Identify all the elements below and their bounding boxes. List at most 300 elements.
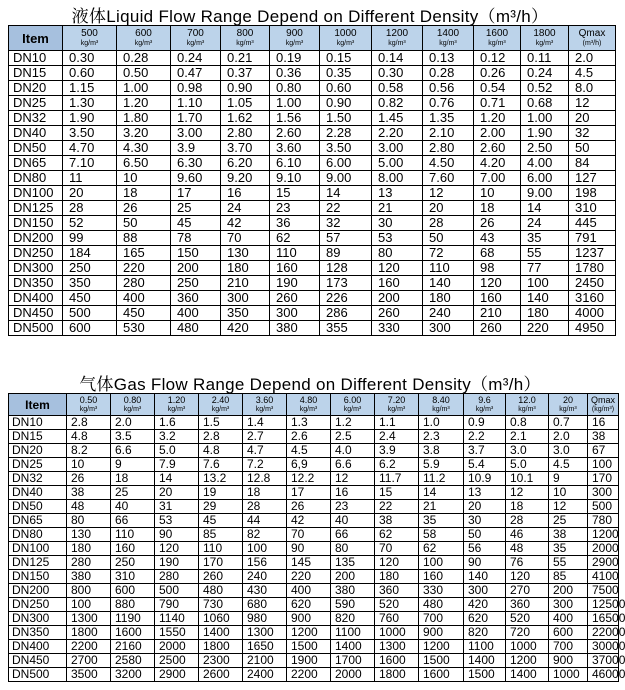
flow-value-cell: 140 <box>423 276 474 291</box>
pipe-size-cell: DN15 <box>9 430 67 444</box>
flow-value-cell: 380 <box>331 584 375 598</box>
flow-value-cell: 6.00 <box>320 156 372 171</box>
flow-value-cell: 1.1 <box>375 416 419 430</box>
flow-value-cell: 1200 <box>588 528 619 542</box>
table-row <box>9 231 616 246</box>
density-value: Qmax <box>578 28 606 39</box>
flow-value-cell: 1100 <box>331 626 375 640</box>
flow-value-cell: 21 <box>372 201 423 216</box>
pipe-size-cell: DN20 <box>9 81 63 96</box>
flow-value-cell: 0.21 <box>221 51 270 66</box>
flow-value-cell: 66 <box>331 528 375 542</box>
flow-value-cell: 30 <box>464 514 506 528</box>
flow-value-cell: 260 <box>474 321 521 336</box>
density-unit: kg/m³ <box>439 40 457 47</box>
flow-value-cell: 20 <box>423 201 474 216</box>
flow-value-cell: 20 <box>569 111 616 126</box>
flow-value-cell: 330 <box>419 584 464 598</box>
density-value: 8.40 <box>432 395 450 405</box>
flow-value-cell: 38 <box>67 486 111 500</box>
flow-value-cell: 22 <box>320 201 372 216</box>
flow-value-cell: 48 <box>67 500 111 514</box>
density-value: 0.80 <box>123 395 142 405</box>
flow-value-cell: 400 <box>287 584 331 598</box>
flow-value-cell: 240 <box>243 570 287 584</box>
flow-value-cell: 12.8 <box>243 472 287 486</box>
flow-value-cell: 4100 <box>588 570 619 584</box>
flow-value-cell: 0.26 <box>474 66 521 81</box>
table-row <box>9 81 616 96</box>
flow-value-cell: 355 <box>320 321 372 336</box>
flow-value-cell: 170 <box>588 472 619 486</box>
flow-value-cell: 23 <box>270 201 320 216</box>
flow-value-cell: 0.8 <box>506 416 549 430</box>
flow-value-cell: 360 <box>171 291 221 306</box>
flow-value-cell: 2.0 <box>569 51 616 66</box>
flow-value-cell: 1.45 <box>372 111 423 126</box>
flow-value-cell: 2700 <box>67 654 111 668</box>
flow-value-cell: 6.00 <box>521 171 569 186</box>
flow-value-cell: 6,9 <box>287 458 331 472</box>
flow-value-cell: 1300 <box>375 640 419 654</box>
column-header <box>419 394 464 416</box>
pipe-size-cell: DN40 <box>9 126 63 141</box>
flow-value-cell: 2.60 <box>270 126 320 141</box>
flow-value-cell: 11 <box>63 171 117 186</box>
flow-value-cell: 1.5 <box>199 416 243 430</box>
flow-value-cell: 2.6 <box>287 430 331 444</box>
flow-value-cell: 2.80 <box>221 126 270 141</box>
flow-value-cell: 16 <box>221 186 270 201</box>
flow-value-cell: 70 <box>221 231 270 246</box>
flow-value-cell: 77 <box>521 261 569 276</box>
table-row <box>9 570 619 584</box>
density-value: 1800 <box>533 28 556 39</box>
flow-value-cell: 1.3 <box>287 416 331 430</box>
pipe-size-cell: DN40 <box>9 486 67 500</box>
pipe-size-cell: DN65 <box>9 156 63 171</box>
flow-value-cell: 1300 <box>67 612 111 626</box>
table-row <box>9 51 616 66</box>
flow-value-cell: 330 <box>372 321 423 336</box>
table-row <box>9 246 616 261</box>
flow-value-cell: 120 <box>474 276 521 291</box>
flow-value-cell: 6.20 <box>221 156 270 171</box>
flow-value-cell: 9.10 <box>270 171 320 186</box>
flow-value-cell: 600 <box>111 584 155 598</box>
flow-value-cell: 2400 <box>243 668 287 682</box>
flow-value-cell: 53 <box>372 231 423 246</box>
flow-value-cell: 1500 <box>464 668 506 682</box>
density-unit: kg/m³ <box>475 406 494 413</box>
flow-value-cell: 14 <box>521 201 569 216</box>
flow-value-cell: 30 <box>372 216 423 231</box>
flow-value-cell: 700 <box>549 640 588 654</box>
flow-value-cell: 25 <box>171 201 221 216</box>
flow-value-cell: 1.30 <box>63 96 117 111</box>
flow-value-cell: 2.80 <box>423 141 474 156</box>
flow-value-cell: 120 <box>372 261 423 276</box>
flow-value-cell: 80 <box>372 246 423 261</box>
flow-value-cell: 4.20 <box>474 156 521 171</box>
flow-value-cell: 1.05 <box>221 96 270 111</box>
flow-value-cell: 2.2 <box>464 430 506 444</box>
flow-value-cell: 4.70 <box>63 141 117 156</box>
flow-value-cell: 210 <box>221 276 270 291</box>
column-header <box>372 26 423 51</box>
flow-value-cell: 85 <box>199 528 243 542</box>
flow-value-cell: 1.4 <box>243 416 287 430</box>
flow-value-cell: 0.98 <box>171 81 221 96</box>
flow-value-cell: 0.50 <box>117 66 171 81</box>
flow-value-cell: 980 <box>243 612 287 626</box>
flow-value-cell: 16 <box>331 486 375 500</box>
column-header <box>63 26 117 51</box>
flow-value-cell: 400 <box>171 306 221 321</box>
flow-value-cell: 0.19 <box>270 51 320 66</box>
flow-value-cell: 28 <box>243 500 287 514</box>
density-value: 800 <box>236 28 254 39</box>
flow-value-cell: 12 <box>549 500 588 514</box>
table-row <box>9 186 616 201</box>
flow-value-cell: 1650 <box>243 640 287 654</box>
flow-value-cell: 35 <box>521 231 569 246</box>
pipe-size-cell: DN20 <box>9 444 67 458</box>
column-header <box>67 394 111 416</box>
flow-value-cell: 89 <box>320 246 372 261</box>
flow-value-cell: 145 <box>287 556 331 570</box>
flow-value-cell: 1400 <box>199 626 243 640</box>
flow-value-cell: 11.2 <box>419 472 464 486</box>
density-value: 4.80 <box>299 395 318 405</box>
flow-value-cell: 350 <box>63 276 117 291</box>
table-row <box>9 216 616 231</box>
flow-value-cell: 26 <box>287 500 331 514</box>
flow-value-cell: 2.4 <box>375 430 419 444</box>
flow-value-cell: 220 <box>521 321 569 336</box>
flow-value-cell: 760 <box>375 612 419 626</box>
flow-value-cell: 2.00 <box>474 126 521 141</box>
flow-value-cell: 2.8 <box>199 430 243 444</box>
flow-value-cell: 310 <box>569 201 616 216</box>
flow-value-cell: 500 <box>63 306 117 321</box>
pipe-size-cell: DN15 <box>9 66 63 81</box>
flow-value-cell: 12.2 <box>287 472 331 486</box>
flow-value-cell: 8.2 <box>67 444 111 458</box>
flow-value-cell: 18 <box>243 486 287 500</box>
flow-value-cell: 40 <box>111 500 155 514</box>
flow-value-cell: 22 <box>375 500 419 514</box>
pipe-size-cell: DN10 <box>9 416 67 430</box>
table-row <box>9 261 616 276</box>
flow-value-cell: 3.9 <box>171 141 221 156</box>
flow-value-cell: 0.60 <box>63 66 117 81</box>
flow-value-cell: 38 <box>375 514 419 528</box>
flow-value-cell: 620 <box>464 612 506 626</box>
table-row <box>9 126 616 141</box>
flow-value-cell: 6.6 <box>331 458 375 472</box>
density-unit: kg/m³ <box>123 406 142 413</box>
flow-value-cell: 445 <box>569 216 616 231</box>
pipe-size-cell: DN400 <box>9 640 67 654</box>
flow-value-cell: 1.2 <box>331 416 375 430</box>
flow-value-cell: 0.90 <box>221 81 270 96</box>
flow-value-cell: 110 <box>270 246 320 261</box>
table-row <box>9 306 616 321</box>
table-row <box>9 626 619 640</box>
flow-value-cell: 5.00 <box>372 156 423 171</box>
flow-value-cell: 70 <box>287 528 331 542</box>
column-header <box>320 26 372 51</box>
flow-value-cell: 0.60 <box>320 81 372 96</box>
flow-value-cell: 0.58 <box>372 81 423 96</box>
flow-value-cell: 52 <box>63 216 117 231</box>
flow-value-cell: 9 <box>549 472 588 486</box>
flow-value-cell: 1.90 <box>63 111 117 126</box>
flow-value-cell: 0.71 <box>474 96 521 111</box>
flow-value-cell: 1500 <box>419 654 464 668</box>
flow-value-cell: 38 <box>588 430 619 444</box>
flow-value-cell: 0.82 <box>372 96 423 111</box>
flow-value-cell: 160 <box>419 570 464 584</box>
pipe-size-cell: DN25 <box>9 96 63 111</box>
column-header <box>155 394 199 416</box>
flow-value-cell: 10 <box>549 486 588 500</box>
flow-value-cell: 600 <box>549 626 588 640</box>
flow-value-cell: 7.6 <box>199 458 243 472</box>
flow-value-cell: 1400 <box>331 640 375 654</box>
flow-value-cell: 3.2 <box>155 430 199 444</box>
density-value: 1400 <box>436 28 460 39</box>
flow-value-cell: 300 <box>221 291 270 306</box>
table-row <box>9 500 619 514</box>
flow-value-cell: 270 <box>506 584 549 598</box>
flow-value-cell: 1.10 <box>171 96 221 111</box>
column-header <box>464 394 506 416</box>
table-row <box>9 430 619 444</box>
flow-value-cell: 1140 <box>155 612 199 626</box>
flow-value-cell: 100 <box>419 556 464 570</box>
flow-value-cell: 380 <box>67 570 111 584</box>
density-unit: kg/m³ <box>285 40 304 47</box>
flow-value-cell: 3.00 <box>372 141 423 156</box>
flow-value-cell: 2.5 <box>331 430 375 444</box>
flow-value-cell: 2200 <box>67 640 111 654</box>
flow-value-cell: 400 <box>549 612 588 626</box>
flow-value-cell: 36 <box>270 216 320 231</box>
flow-value-cell: 1600 <box>111 626 155 640</box>
flow-value-cell: 0.54 <box>474 81 521 96</box>
pipe-size-cell: DN100 <box>9 542 67 556</box>
flow-value-cell: 68 <box>474 246 521 261</box>
pipe-size-cell: DN350 <box>9 626 67 640</box>
flow-value-cell: 2.28 <box>320 126 372 141</box>
density-value: 0.50 <box>79 395 98 405</box>
flow-value-cell: 260 <box>372 306 423 321</box>
flow-value-cell: 0.24 <box>171 51 221 66</box>
flow-value-cell: 480 <box>199 584 243 598</box>
flow-value-cell: 15 <box>375 486 419 500</box>
flow-value-cell: 14 <box>320 186 372 201</box>
flow-value-cell: 280 <box>117 276 171 291</box>
flow-value-cell: 1.20 <box>117 96 171 111</box>
flow-value-cell: 1200 <box>419 640 464 654</box>
table-row <box>9 276 616 291</box>
flow-value-cell: 48 <box>506 542 549 556</box>
flow-value-cell: 1.6 <box>155 416 199 430</box>
flow-value-cell: 0.37 <box>221 66 270 81</box>
flow-value-cell: 0.24 <box>521 66 569 81</box>
density-unit: kg/m³ <box>299 406 318 413</box>
flow-value-cell: 1.56 <box>270 111 320 126</box>
flow-value-cell: 100 <box>521 276 569 291</box>
flow-value-cell: 18 <box>111 472 155 486</box>
flow-value-cell: 57 <box>320 231 372 246</box>
flow-value-cell: 3160 <box>569 291 616 306</box>
density-value: 700 <box>187 28 204 39</box>
flow-value-cell: 55 <box>521 246 569 261</box>
flow-value-cell: 1.00 <box>270 96 320 111</box>
flow-value-cell: 32 <box>569 126 616 141</box>
density-unit: kg/m³ <box>559 406 577 413</box>
column-header <box>221 26 270 51</box>
flow-value-cell: 1100 <box>464 640 506 654</box>
flow-value-cell: 380 <box>270 321 320 336</box>
density-unit: kg/m³ <box>79 406 98 413</box>
flow-value-cell: 70 <box>375 542 419 556</box>
flow-value-cell: 62 <box>419 542 464 556</box>
item-header: Item <box>9 394 67 416</box>
flow-value-cell: 4.0 <box>331 444 375 458</box>
density-value: 20 <box>562 395 573 405</box>
flow-value-cell: 6.30 <box>171 156 221 171</box>
pipe-size-cell: DN80 <box>9 528 67 542</box>
flow-value-cell: 11.7 <box>375 472 419 486</box>
flow-value-cell: 700 <box>419 612 464 626</box>
flow-value-cell: 5.9 <box>419 458 464 472</box>
flow-value-cell: 0.52 <box>521 81 569 96</box>
flow-value-cell: 24 <box>221 201 270 216</box>
flow-value-cell: 62 <box>375 528 419 542</box>
flow-value-cell: 15 <box>270 186 320 201</box>
flow-value-cell: 220 <box>287 570 331 584</box>
flow-value-cell: 42 <box>221 216 270 231</box>
flow-value-cell: 1000 <box>375 626 419 640</box>
flow-value-cell: 200 <box>549 584 588 598</box>
flow-value-cell: 450 <box>63 291 117 306</box>
flow-value-cell: 2.1 <box>506 430 549 444</box>
flow-value-cell: 32 <box>320 216 372 231</box>
column-header <box>588 394 619 416</box>
flow-value-cell: 10.9 <box>464 472 506 486</box>
flow-value-cell: 1200 <box>287 626 331 640</box>
table-row <box>9 514 619 528</box>
flow-value-cell: 3.50 <box>63 126 117 141</box>
flow-value-cell: 4.00 <box>521 156 569 171</box>
flow-value-cell: 55 <box>549 556 588 570</box>
flow-value-cell: 14 <box>155 472 199 486</box>
flow-value-cell: 9.00 <box>521 186 569 201</box>
flow-value-cell: 820 <box>464 626 506 640</box>
flow-value-cell: 165 <box>117 246 171 261</box>
flow-value-cell: 300 <box>588 486 619 500</box>
flow-value-cell: 43 <box>474 231 521 246</box>
flow-value-cell: 420 <box>221 321 270 336</box>
flow-value-cell: 58 <box>419 528 464 542</box>
flow-value-cell: 0.68 <box>521 96 569 111</box>
flow-value-cell: 84 <box>569 156 616 171</box>
flow-value-cell: 1.80 <box>117 111 171 126</box>
flow-value-cell: 2.10 <box>423 126 474 141</box>
flow-value-cell: 90 <box>287 542 331 556</box>
flow-value-cell: 7.9 <box>155 458 199 472</box>
flow-value-cell: 23 <box>331 500 375 514</box>
flow-value-cell: 90 <box>155 528 199 542</box>
density-unit: kg/m³ <box>343 406 362 413</box>
pipe-size-cell: DN450 <box>9 654 67 668</box>
density-value: 2.40 <box>211 395 230 405</box>
flow-value-cell: 1700 <box>331 654 375 668</box>
flow-value-cell: 4.30 <box>117 141 171 156</box>
flow-value-cell: 3.20 <box>117 126 171 141</box>
flow-value-cell: 4.5 <box>287 444 331 458</box>
flow-value-cell: 3.50 <box>320 141 372 156</box>
flow-value-cell: 10 <box>67 458 111 472</box>
flow-value-cell: 13 <box>372 186 423 201</box>
flow-value-cell: 350 <box>221 306 270 321</box>
flow-value-cell: 1550 <box>155 626 199 640</box>
pipe-size-cell: DN10 <box>9 51 63 66</box>
flow-value-cell: 500 <box>155 584 199 598</box>
flow-value-cell: 880 <box>111 598 155 612</box>
flow-value-cell: 2000 <box>588 542 619 556</box>
column-header <box>423 26 474 51</box>
pipe-size-cell: DN125 <box>9 556 67 570</box>
flow-value-cell: 44 <box>243 514 287 528</box>
flow-value-cell: 80 <box>67 514 111 528</box>
flow-value-cell: 4.7 <box>243 444 287 458</box>
gas-table-title: 气体Gas Flow Range Depend on Different Density（m³/h） <box>79 375 541 394</box>
flow-value-cell: 3500 <box>67 668 111 682</box>
flow-value-cell: 2000 <box>331 668 375 682</box>
flow-value-cell: 160 <box>270 261 320 276</box>
flow-value-cell: 430 <box>243 584 287 598</box>
flow-value-cell: 28 <box>63 201 117 216</box>
flow-value-cell: 260 <box>199 570 243 584</box>
density-unit: kg/m³ <box>255 406 274 413</box>
flow-value-cell: 2450 <box>569 276 616 291</box>
flow-value-cell: 0.47 <box>171 66 221 81</box>
column-header <box>569 26 616 51</box>
flow-value-cell: 28 <box>506 514 549 528</box>
flow-value-cell: 160 <box>474 291 521 306</box>
flow-value-cell: 12 <box>569 96 616 111</box>
density-value: 7.20 <box>387 395 406 405</box>
flow-value-cell: 0.76 <box>423 96 474 111</box>
flow-value-cell: 140 <box>521 291 569 306</box>
flow-value-cell: 0.35 <box>320 66 372 81</box>
flow-value-cell: 2900 <box>155 668 199 682</box>
flow-value-cell: 1400 <box>506 668 549 682</box>
pipe-size-cell: DN100 <box>9 186 63 201</box>
flow-value-cell: 127 <box>569 171 616 186</box>
flow-value-cell: 1.70 <box>171 111 221 126</box>
pipe-size-cell: DN125 <box>9 201 63 216</box>
density-value: 1000 <box>334 28 357 39</box>
flow-value-cell: 6.50 <box>117 156 171 171</box>
density-unit: (m³/h) <box>582 40 602 47</box>
flow-value-cell: 4.8 <box>67 430 111 444</box>
